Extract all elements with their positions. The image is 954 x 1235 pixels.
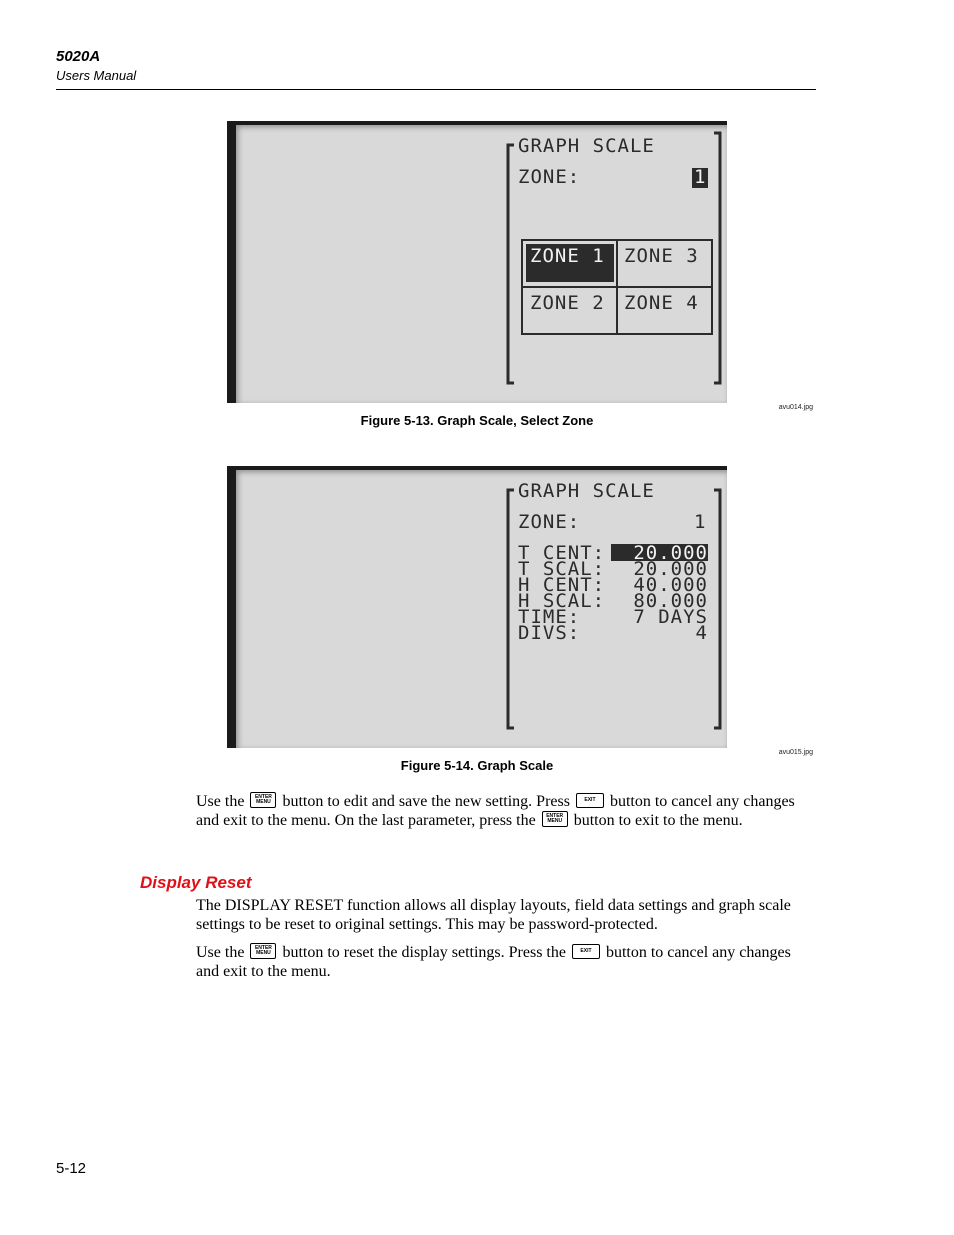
row-label-t-cent: T CENT: <box>518 542 606 564</box>
row-value-t-scal: 20.000 <box>633 558 708 580</box>
para3-text-3: button to cancel any changes and exit to the menu. <box>196 944 791 980</box>
para1-text-3: button to cancel any changes and exit to the menu. On the last parameter, press the <box>196 793 795 829</box>
zone-cell-4: ZONE 4 <box>624 292 699 314</box>
row-value-time: 7 DAYS <box>633 606 708 628</box>
bracket-right <box>714 490 720 728</box>
zone-value: 1 <box>694 511 707 533</box>
section-title-display-reset: Display Reset <box>140 873 252 892</box>
row-value-t-cent: 20.000 <box>633 542 708 564</box>
bracket-left <box>508 145 514 383</box>
figure14-filename: avu015.jpg <box>778 749 813 756</box>
page-number: 5-12 <box>56 1160 87 1177</box>
para1-text-1: Use the <box>196 793 245 810</box>
row-label-h-scal: H SCAL: <box>518 590 606 612</box>
figure13-filename: avu014.jpg <box>778 404 813 411</box>
para1-text-2: button to edit and save the new setting. Press <box>282 793 570 810</box>
paragraph-edit-instructions <box>196 792 806 830</box>
row-label-h-cent: H CENT: <box>518 574 606 596</box>
paragraph-reset-instructions <box>196 943 806 981</box>
screen-title: GRAPH SCALE <box>518 135 655 157</box>
enter-menu-key-icon: ENTER MENU <box>542 811 568 827</box>
para3-text-1: Use the <box>196 944 245 961</box>
header-rule <box>56 89 816 90</box>
enter-menu-key-icon: ENTER MENU <box>250 943 276 959</box>
exit-key-icon: EXIT <box>572 944 600 959</box>
header-subtitle: Users Manual <box>56 68 137 83</box>
row-label-time: TIME: <box>518 606 581 628</box>
lcd-screen-graph-scale <box>227 466 727 748</box>
row-value-h-scal: 80.000 <box>633 590 708 612</box>
row-label-t-scal: T SCAL: <box>518 558 606 580</box>
screen-title: GRAPH SCALE <box>518 480 655 502</box>
figure14-caption: Figure 5-14. Graph Scale <box>400 758 554 773</box>
enter-menu-key-icon: ENTER MENU <box>250 792 276 808</box>
row-label-divs: DIVS: <box>518 622 581 644</box>
zone-value: 1 <box>694 166 707 188</box>
paragraph-display-reset-description: The DISPLAY RESET function allows all display layouts, field data settings and graph scale settings to be reset to original settings. This may be password-protected. <box>196 897 791 933</box>
para3-text-2: button to reset the display settings. Press the <box>282 944 566 961</box>
zone-label: ZONE: <box>518 166 581 188</box>
figure13-caption: Figure 5-13. Graph Scale, Select Zone <box>360 413 594 428</box>
bracket-left <box>508 490 514 728</box>
zone-cell-1: ZONE 1 <box>530 245 605 267</box>
zone-label: ZONE: <box>518 511 581 533</box>
lcd-screen-select-zone <box>227 121 727 403</box>
para1-text-4: button to exit to the menu. <box>573 812 743 829</box>
zone-cell-3: ZONE 3 <box>624 245 699 267</box>
row-value-h-cent: 40.000 <box>633 574 708 596</box>
zone-cell-2: ZONE 2 <box>530 292 605 314</box>
row-value-divs: 4 <box>695 622 708 644</box>
header-model: 5020A <box>56 48 101 65</box>
bracket-right <box>714 133 720 383</box>
exit-key-icon: EXIT <box>576 793 604 808</box>
